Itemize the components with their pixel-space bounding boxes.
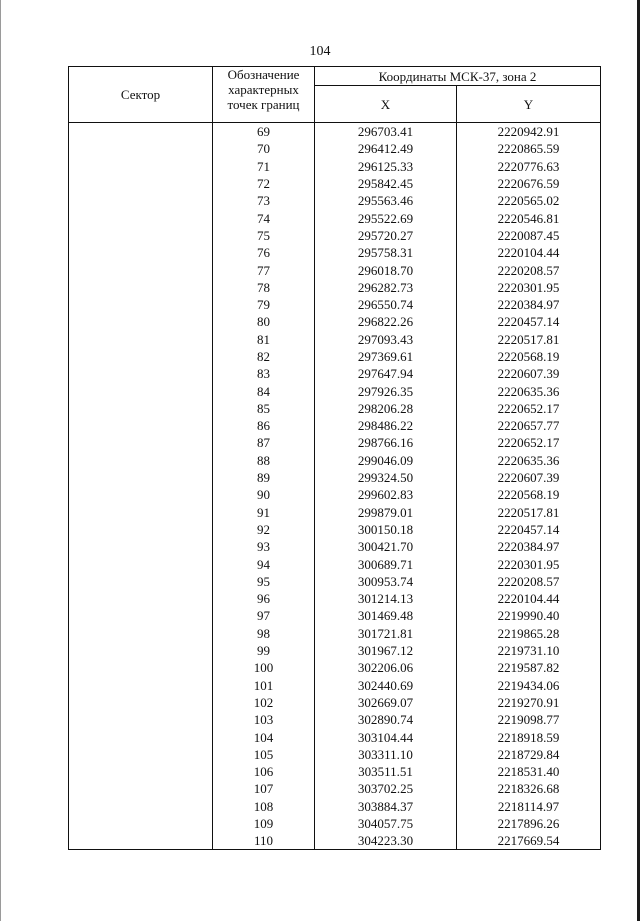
table-row: [69, 746, 601, 763]
table-row: [69, 331, 601, 348]
cell-x: 295563.46: [315, 192, 457, 209]
cell-sector: [69, 296, 213, 313]
cell-x: 298206.28: [315, 400, 457, 417]
cell-y: 2220652.17: [457, 434, 601, 451]
cell-point: 83: [213, 365, 315, 382]
cell-y: 2220635.36: [457, 382, 601, 399]
cell-y: 2220676.59: [457, 175, 601, 192]
cell-x: 296703.41: [315, 123, 457, 141]
cell-point: 71: [213, 158, 315, 175]
cell-sector: [69, 244, 213, 261]
header-point: Обозначение характерных точек границ: [213, 67, 315, 123]
table-row: [69, 140, 601, 157]
header-y: Y: [457, 86, 601, 123]
table-row: [69, 486, 601, 503]
cell-x: 295758.31: [315, 244, 457, 261]
cell-x: 295842.45: [315, 175, 457, 192]
cell-y: 2218326.68: [457, 780, 601, 797]
cell-x: 304223.30: [315, 832, 457, 850]
cell-point: 109: [213, 815, 315, 832]
cell-sector: [69, 227, 213, 244]
cell-y: 2220301.95: [457, 279, 601, 296]
cell-x: 302206.06: [315, 659, 457, 676]
table-row: [69, 763, 601, 780]
cell-y: 2217896.26: [457, 815, 601, 832]
cell-y: 2220301.95: [457, 555, 601, 572]
table-row: [69, 538, 601, 555]
cell-x: 298486.22: [315, 417, 457, 434]
cell-point: 104: [213, 728, 315, 745]
cell-x: 296550.74: [315, 296, 457, 313]
cell-y: 2219990.40: [457, 607, 601, 624]
table-row: [69, 244, 601, 261]
cell-y: 2220208.57: [457, 573, 601, 590]
cell-x: 303702.25: [315, 780, 457, 797]
cell-sector: [69, 140, 213, 157]
cell-sector: [69, 192, 213, 209]
table-row: [69, 261, 601, 278]
table-row: [69, 469, 601, 486]
cell-point: 79: [213, 296, 315, 313]
cell-y: 2220087.45: [457, 227, 601, 244]
table-row: [69, 504, 601, 521]
table-row: [69, 296, 601, 313]
cell-x: 301214.13: [315, 590, 457, 607]
cell-sector: [69, 452, 213, 469]
table-row: [69, 382, 601, 399]
cell-y: 2220517.81: [457, 331, 601, 348]
cell-point: 92: [213, 521, 315, 538]
cell-point: 81: [213, 331, 315, 348]
cell-point: 91: [213, 504, 315, 521]
cell-x: 295522.69: [315, 209, 457, 226]
cell-y: 2219270.91: [457, 694, 601, 711]
table-row: [69, 573, 601, 590]
cell-sector: [69, 382, 213, 399]
cell-y: 2218114.97: [457, 798, 601, 815]
cell-x: 296018.70: [315, 261, 457, 278]
cell-sector: [69, 711, 213, 728]
cell-sector: [69, 607, 213, 624]
cell-x: 302669.07: [315, 694, 457, 711]
table-row: [69, 313, 601, 330]
table-row: [69, 642, 601, 659]
table-row: [69, 815, 601, 832]
cell-sector: [69, 348, 213, 365]
cell-point: 84: [213, 382, 315, 399]
cell-sector: [69, 123, 213, 141]
cell-point: 105: [213, 746, 315, 763]
cell-y: 2220104.44: [457, 590, 601, 607]
table-row: [69, 711, 601, 728]
cell-sector: [69, 728, 213, 745]
cell-point: 76: [213, 244, 315, 261]
cell-sector: [69, 469, 213, 486]
cell-y: 2220652.17: [457, 400, 601, 417]
cell-sector: [69, 746, 213, 763]
table-row: [69, 400, 601, 417]
cell-point: 93: [213, 538, 315, 555]
cell-x: 300689.71: [315, 555, 457, 572]
cell-point: 89: [213, 469, 315, 486]
table-row: [69, 677, 601, 694]
cell-point: 88: [213, 452, 315, 469]
cell-y: 2220565.02: [457, 192, 601, 209]
cell-point: 72: [213, 175, 315, 192]
cell-x: 303311.10: [315, 746, 457, 763]
header-x: X: [315, 86, 457, 123]
cell-sector: [69, 642, 213, 659]
table-row: [69, 452, 601, 469]
cell-y: 2220568.19: [457, 486, 601, 503]
table-row: [69, 227, 601, 244]
cell-y: 2220384.97: [457, 538, 601, 555]
cell-point: 107: [213, 780, 315, 797]
cell-x: 303511.51: [315, 763, 457, 780]
cell-sector: [69, 625, 213, 642]
table-row: [69, 780, 601, 797]
cell-sector: [69, 659, 213, 676]
cell-sector: [69, 538, 213, 555]
table-row: [69, 607, 601, 624]
cell-sector: [69, 209, 213, 226]
cell-x: 295720.27: [315, 227, 457, 244]
cell-point: 77: [213, 261, 315, 278]
table-row: [69, 521, 601, 538]
cell-x: 297647.94: [315, 365, 457, 382]
cell-y: 2219731.10: [457, 642, 601, 659]
cell-point: 74: [213, 209, 315, 226]
cell-point: 80: [213, 313, 315, 330]
cell-sector: [69, 313, 213, 330]
cell-point: 99: [213, 642, 315, 659]
cell-sector: [69, 590, 213, 607]
cell-sector: [69, 434, 213, 451]
table-header: [69, 67, 601, 123]
cell-y: 2220457.14: [457, 521, 601, 538]
cell-sector: [69, 175, 213, 192]
cell-y: 2220546.81: [457, 209, 601, 226]
cell-sector: [69, 486, 213, 503]
cell-x: 298766.16: [315, 434, 457, 451]
cell-y: 2217669.54: [457, 832, 601, 850]
cell-point: 97: [213, 607, 315, 624]
cell-sector: [69, 555, 213, 572]
cell-x: 296125.33: [315, 158, 457, 175]
table-row: [69, 348, 601, 365]
cell-y: 2220635.36: [457, 452, 601, 469]
cell-x: 297369.61: [315, 348, 457, 365]
cell-y: 2218531.40: [457, 763, 601, 780]
cell-x: 299324.50: [315, 469, 457, 486]
cell-y: 2220104.44: [457, 244, 601, 261]
table-row: [69, 279, 601, 296]
table-row: [69, 659, 601, 676]
cell-x: 297093.43: [315, 331, 457, 348]
cell-point: 94: [213, 555, 315, 572]
header-coordinates: Координаты МСК-37, зона 2: [315, 67, 601, 86]
cell-point: 90: [213, 486, 315, 503]
cell-x: 301469.48: [315, 607, 457, 624]
header-sector: Сектор: [69, 67, 213, 123]
cell-y: 2219865.28: [457, 625, 601, 642]
cell-x: 299602.83: [315, 486, 457, 503]
cell-sector: [69, 677, 213, 694]
cell-x: 303104.44: [315, 728, 457, 745]
cell-point: 75: [213, 227, 315, 244]
cell-y: 2220942.91: [457, 123, 601, 141]
coordinates-table: [68, 66, 601, 850]
table-row: [69, 123, 601, 141]
cell-point: 98: [213, 625, 315, 642]
cell-x: 301721.81: [315, 625, 457, 642]
cell-x: 304057.75: [315, 815, 457, 832]
cell-sector: [69, 400, 213, 417]
table-row: [69, 365, 601, 382]
cell-sector: [69, 573, 213, 590]
cell-point: 70: [213, 140, 315, 157]
cell-sector: [69, 261, 213, 278]
cell-point: 82: [213, 348, 315, 365]
cell-y: 2220607.39: [457, 469, 601, 486]
cell-point: 95: [213, 573, 315, 590]
cell-point: 96: [213, 590, 315, 607]
table-row: [69, 417, 601, 434]
cell-x: 300953.74: [315, 573, 457, 590]
cell-x: 302890.74: [315, 711, 457, 728]
cell-y: 2220607.39: [457, 365, 601, 382]
cell-point: 103: [213, 711, 315, 728]
cell-sector: [69, 798, 213, 815]
cell-point: 102: [213, 694, 315, 711]
cell-sector: [69, 158, 213, 175]
cell-y: 2220776.63: [457, 158, 601, 175]
cell-sector: [69, 780, 213, 797]
cell-y: 2220517.81: [457, 504, 601, 521]
cell-point: 73: [213, 192, 315, 209]
cell-sector: [69, 521, 213, 538]
cell-sector: [69, 365, 213, 382]
table-row: [69, 694, 601, 711]
table-row: [69, 625, 601, 642]
cell-point: 101: [213, 677, 315, 694]
cell-point: 78: [213, 279, 315, 296]
cell-y: 2219587.82: [457, 659, 601, 676]
cell-point: 100: [213, 659, 315, 676]
cell-y: 2220384.97: [457, 296, 601, 313]
table-row: [69, 434, 601, 451]
cell-sector: [69, 694, 213, 711]
cell-point: 108: [213, 798, 315, 815]
cell-point: 86: [213, 417, 315, 434]
cell-y: 2220657.77: [457, 417, 601, 434]
cell-y: 2220568.19: [457, 348, 601, 365]
table-row: [69, 175, 601, 192]
cell-x: 296822.26: [315, 313, 457, 330]
cell-x: 299879.01: [315, 504, 457, 521]
cell-point: 110: [213, 832, 315, 850]
cell-x: 303884.37: [315, 798, 457, 815]
table-body: [69, 123, 601, 850]
cell-sector: [69, 815, 213, 832]
table-row: [69, 590, 601, 607]
table-row: [69, 728, 601, 745]
cell-x: 296282.73: [315, 279, 457, 296]
cell-point: 85: [213, 400, 315, 417]
cell-sector: [69, 832, 213, 850]
table-row: [69, 832, 601, 850]
cell-x: 300150.18: [315, 521, 457, 538]
cell-x: 296412.49: [315, 140, 457, 157]
cell-sector: [69, 331, 213, 348]
cell-sector: [69, 763, 213, 780]
cell-x: 302440.69: [315, 677, 457, 694]
cell-point: 87: [213, 434, 315, 451]
cell-sector: [69, 279, 213, 296]
cell-x: 299046.09: [315, 452, 457, 469]
cell-sector: [69, 504, 213, 521]
page-left-edge: [0, 0, 1, 921]
table-row: [69, 192, 601, 209]
cell-y: 2219434.06: [457, 677, 601, 694]
cell-x: 301967.12: [315, 642, 457, 659]
cell-x: 297926.35: [315, 382, 457, 399]
cell-x: 300421.70: [315, 538, 457, 555]
cell-sector: [69, 417, 213, 434]
cell-y: 2218918.59: [457, 728, 601, 745]
cell-y: 2220208.57: [457, 261, 601, 278]
table-row: [69, 158, 601, 175]
cell-y: 2220865.59: [457, 140, 601, 157]
cell-y: 2219098.77: [457, 711, 601, 728]
table-row: [69, 209, 601, 226]
table-row: [69, 555, 601, 572]
page-number: 104: [309, 44, 331, 59]
cell-point: 106: [213, 763, 315, 780]
cell-y: 2218729.84: [457, 746, 601, 763]
cell-y: 2220457.14: [457, 313, 601, 330]
table-row: [69, 798, 601, 815]
cell-point: 69: [213, 123, 315, 141]
